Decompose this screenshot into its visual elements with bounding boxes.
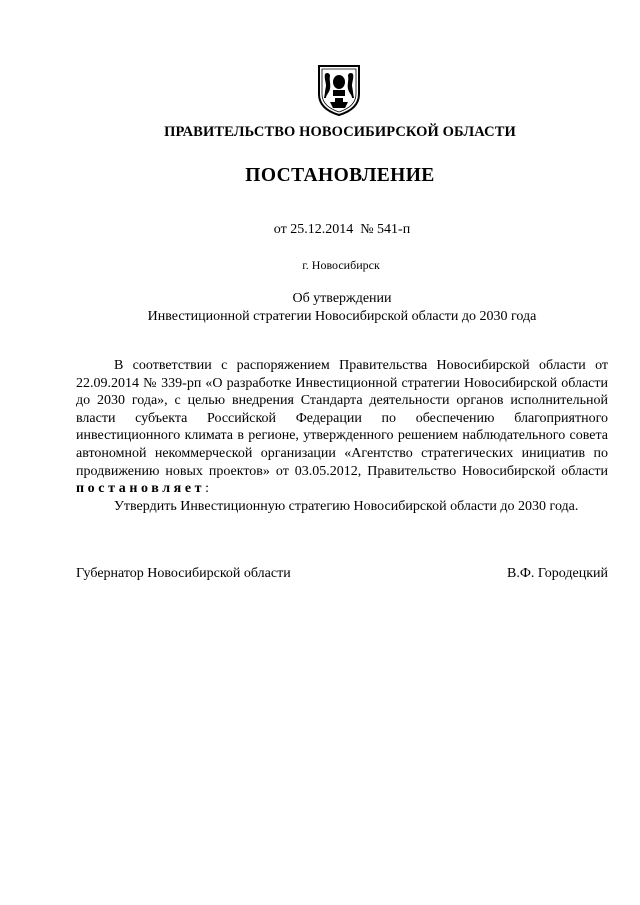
paragraph-1-end: :	[205, 481, 210, 497]
subject-line-2: Инвестиционной стратегии Новосибирской области до 2030 года	[147, 309, 537, 324]
coat-of-arms-icon	[316, 62, 362, 116]
signatory-position: Губернатор Новосибирской области	[76, 566, 291, 581]
body-paragraph-1	[76, 357, 608, 498]
document-city: г. Новосибирск	[302, 258, 380, 272]
paragraph-1-text: В соответствии с распоряжением Правительства Новосибирской области от 22.09.2014 № 339-рп «О разработке Инвестиционной стратегии Новосибирской области до 2030 года», с целью внедрения Стандарта деятельности органов исполнительной власти субъекта Российской Федерации по обеспечению благоприятного инвестиционного климата в регионе, утвержденного решением наблюдательного совета автономной некоммерческой организации «Агентство стратегических инициатив по продвижению новых проектов» от 03.05.2012, Правительство Новосибирской области	[76, 358, 608, 479]
document-subject	[0, 290, 640, 326]
government-title: ПРАВИТЕЛЬСТВО НОВОСИБИРСКОЙ ОБЛАСТИ	[164, 124, 516, 140]
decree-verb: постановляет	[76, 481, 206, 497]
signatory-name: В.Ф. Городецкий	[507, 566, 608, 581]
body-paragraph-2: Утвердить Инвестиционную стратегию Новосибирской области до 2030 года.	[114, 498, 579, 514]
document-type: ПОСТАНОВЛЕНИЕ	[245, 165, 435, 186]
document-body	[76, 357, 608, 515]
document-date-number: от 25.12.2014 № 541-п	[273, 222, 411, 237]
subject-line-1: Об утверждении	[292, 291, 392, 306]
signature-block	[76, 566, 608, 582]
